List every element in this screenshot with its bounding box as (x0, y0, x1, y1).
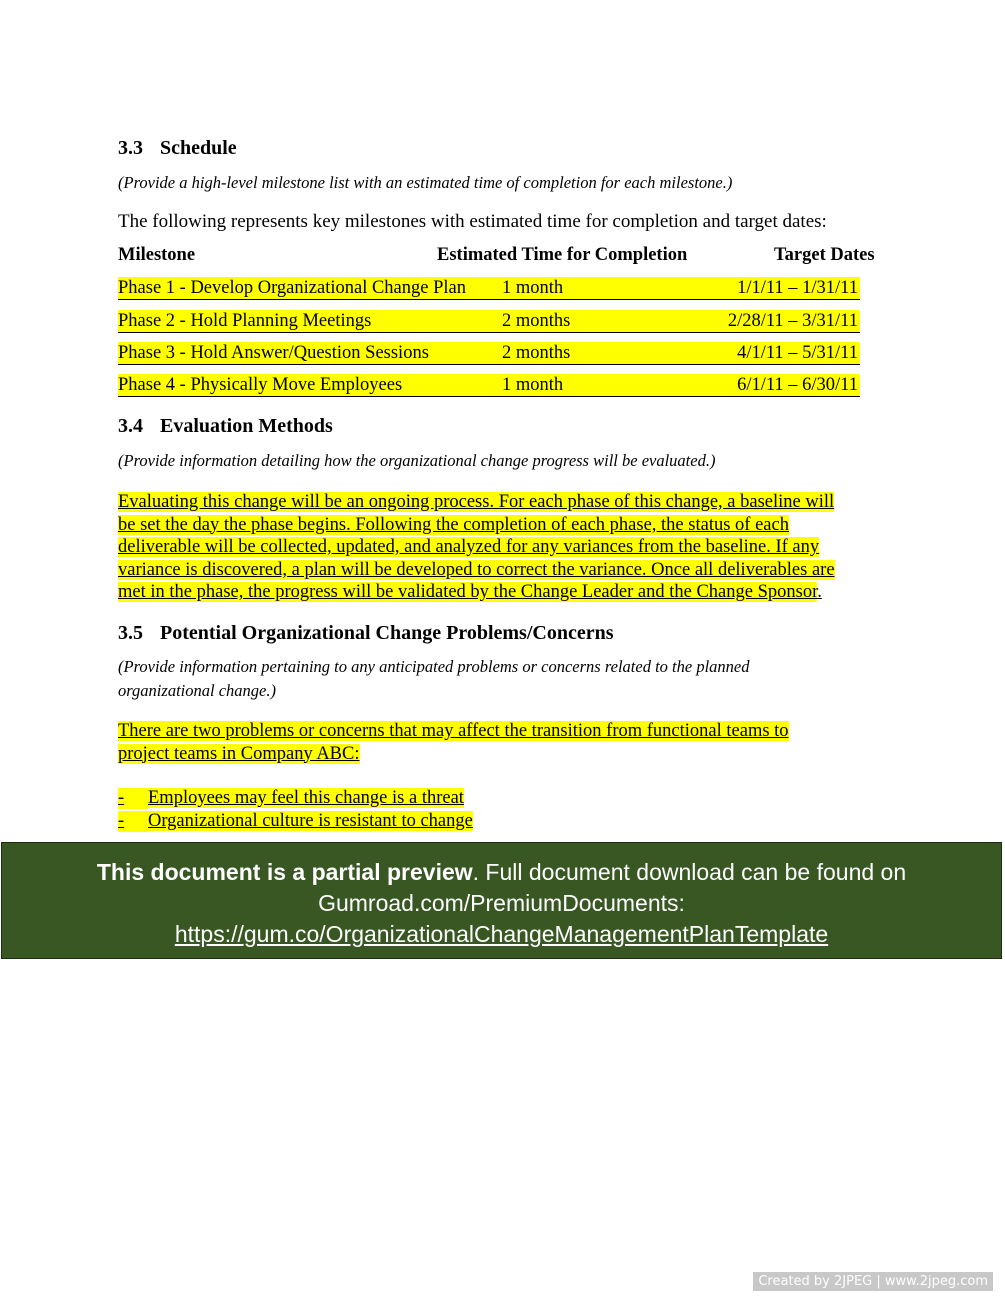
milestone-dates: 6/1/11 – 6/30/11 (737, 375, 858, 395)
paragraph-period: . (817, 582, 822, 603)
column-header-dates: Target Dates (774, 245, 875, 265)
evaluation-paragraph (118, 491, 893, 604)
milestone-dates: 4/1/11 – 5/31/11 (737, 343, 858, 363)
bullet-item (118, 811, 473, 832)
evaluation-instruction: (Provide information detailing how the organizational change progress will be evaluated.) (118, 451, 716, 470)
banner-bold-text: This document is a partial preview (96, 859, 473, 885)
column-header-time: Estimated Time for Completion (437, 245, 688, 265)
milestone-dates: 1/1/11 – 1/31/11 (737, 278, 858, 298)
paragraph-line: variance is discovered, a plan will be developed to correct the variance. Once all deliverables are (118, 559, 835, 580)
bullet-text: Employees may feel this change is a threat (148, 788, 464, 808)
banner-line2: Gumroad.com/PremiumDocuments: (318, 890, 685, 916)
section-heading-evaluation (118, 415, 333, 438)
milestone-time: 1 month (502, 375, 564, 395)
bullet-item (118, 788, 464, 809)
paragraph-line: project teams in Company ABC: (118, 743, 360, 764)
paragraph-line: There are two problems or concerns that may affect the transition from functional teams to (118, 721, 789, 741)
schedule-intro: The following represents key milestones with estimated time for completion and target dates: (118, 211, 827, 232)
section-number: 3.3 (118, 137, 143, 159)
milestone-time: 1 month (502, 278, 564, 298)
paragraph-line: be set the day the phase begins. Following the completion of each phase, the status of each (118, 514, 789, 535)
milestone-row (118, 277, 860, 300)
column-header-milestone: Milestone (118, 245, 196, 265)
milestone-name: Phase 1 - Develop Organizational Change Plan (118, 278, 466, 298)
section-number: 3.5 (118, 622, 143, 644)
section-heading-schedule (118, 137, 237, 160)
bullet-text: Organizational culture is resistant to change (148, 811, 473, 831)
paragraph-line: Evaluating this change will be an ongoing process. For each phase of this change, a baseline will (118, 492, 835, 512)
problems-instruction-line: (Provide information pertaining to any anticipated problems or concerns related to the planned (118, 657, 750, 676)
milestone-name: Phase 3 - Hold Answer/Question Sessions (118, 343, 429, 363)
schedule-instruction: (Provide a high-level milestone list with an estimated time of completion for each milestone.) (118, 173, 733, 192)
section-heading-problems (118, 622, 614, 645)
watermark: Created by 2JPEG | www.2jpeg.com (753, 1272, 993, 1291)
bullet-dash: - (118, 788, 148, 809)
section-title: Schedule (160, 137, 237, 159)
paragraph-line: deliverable will be collected, updated, and analyzed for any variances from the baseline. If any (118, 537, 820, 558)
banner-text: . Full document download can be found on (472, 859, 907, 885)
section-title: Evaluation Methods (160, 415, 333, 437)
section-title: Potential Organizational Change Problems/Concerns (160, 622, 614, 644)
paragraph-line: met in the phase, the progress will be validated by the Change Leader and the Change Sponsor (118, 582, 818, 603)
milestone-dates: 2/28/11 – 3/31/11 (727, 311, 858, 331)
milestone-row (118, 374, 860, 397)
download-link[interactable]: https://gum.co/OrganizationalChangeManagementPlanTemplate (174, 921, 829, 947)
preview-banner (1, 842, 1002, 959)
milestone-time: 2 months (502, 343, 571, 363)
problems-paragraph (118, 720, 893, 765)
problems-instruction-line: organizational change.) (118, 681, 276, 700)
bullet-dash: - (118, 811, 148, 832)
milestone-time: 2 months (502, 311, 571, 331)
section-number: 3.4 (118, 415, 143, 437)
milestone-row (118, 342, 860, 365)
milestone-row (118, 310, 860, 333)
milestone-name: Phase 2 - Hold Planning Meetings (118, 311, 372, 331)
milestone-name: Phase 4 - Physically Move Employees (118, 375, 403, 395)
